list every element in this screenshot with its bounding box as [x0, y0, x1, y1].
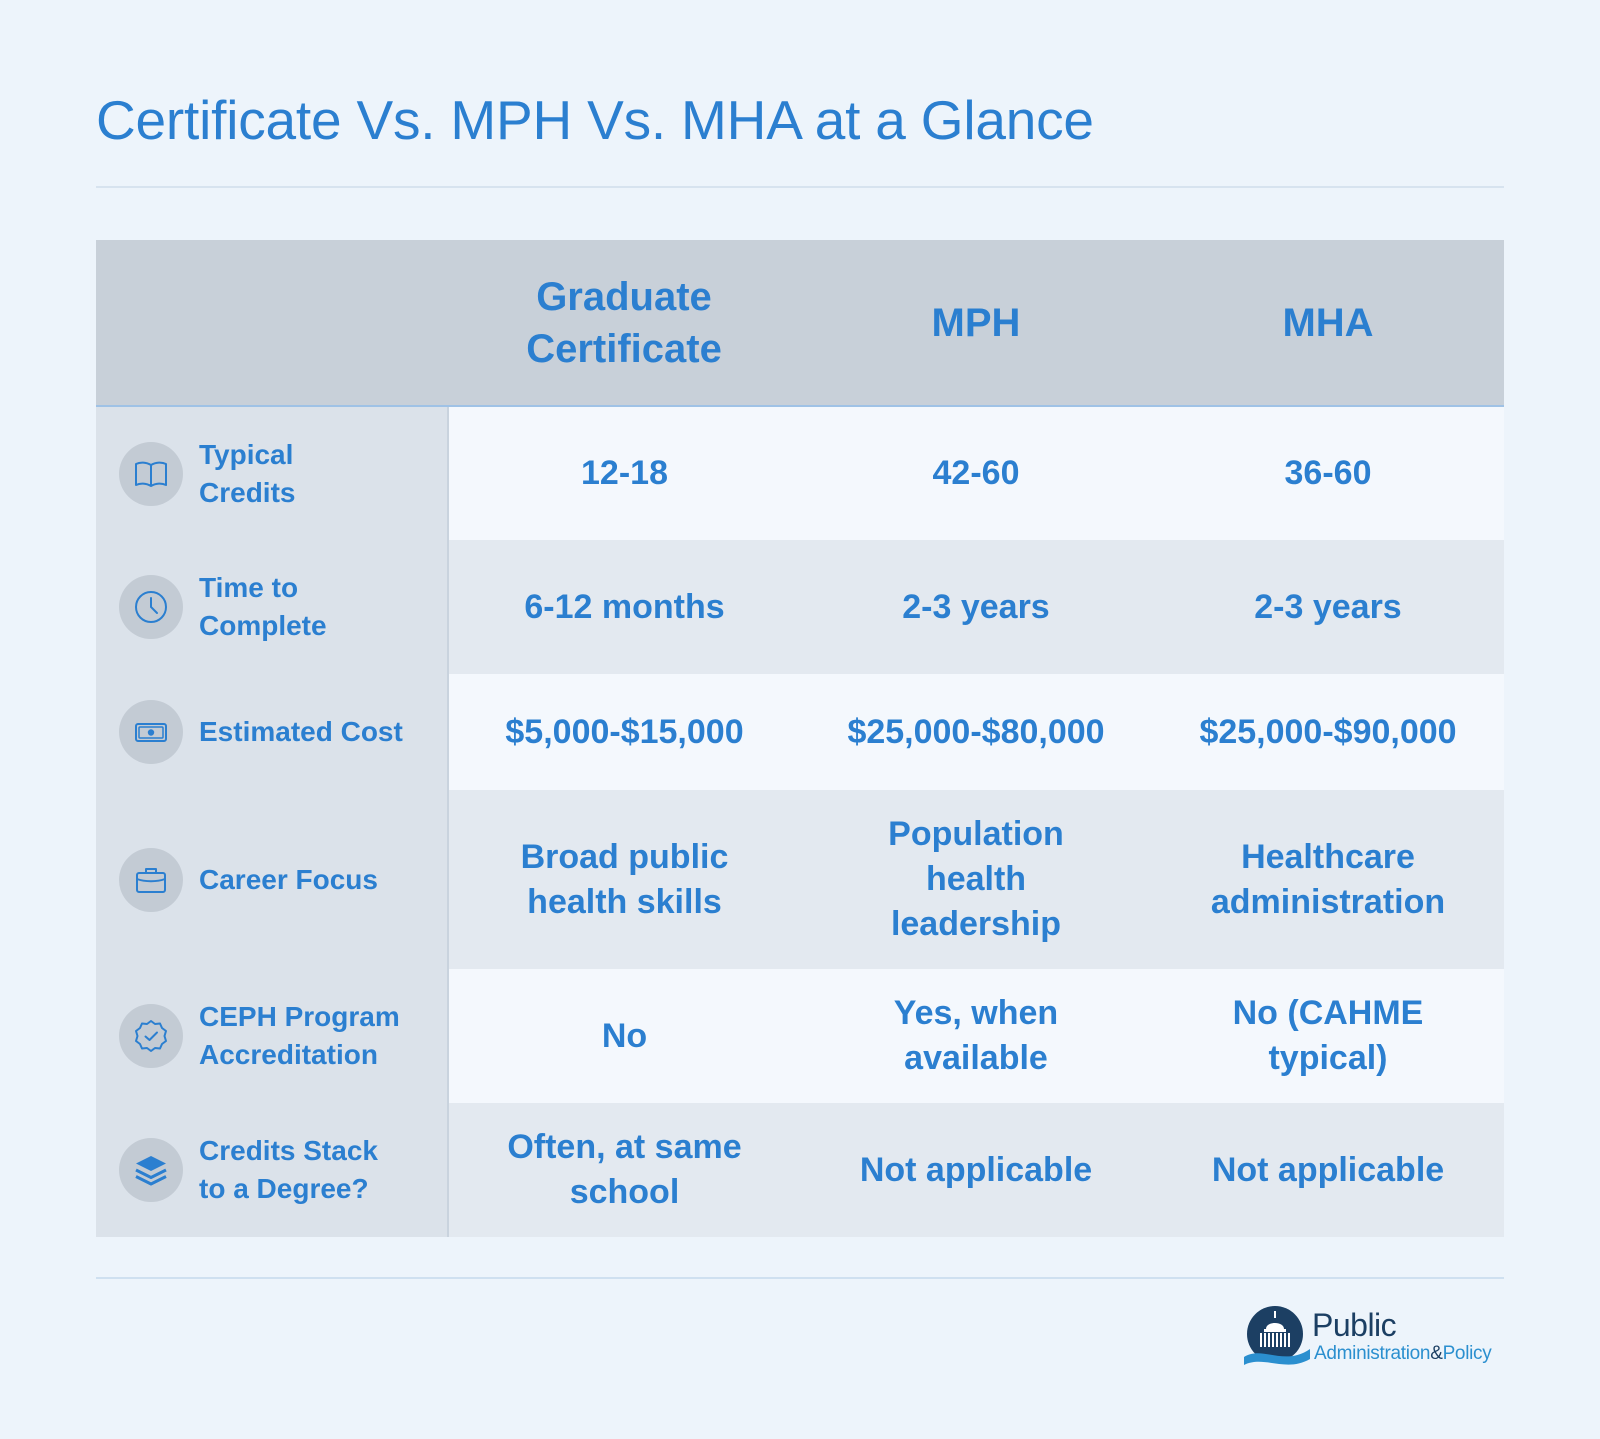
table-row-estimated-cost — [96, 674, 1504, 790]
row-label-line: CEPH Program — [199, 1001, 400, 1032]
cell-line: $5,000-$15,000 — [505, 712, 744, 751]
clock-icon — [119, 575, 183, 639]
cell-graduate-certificate — [448, 969, 800, 1103]
column-header-mph — [800, 240, 1152, 406]
row-label-line: Credits Stack — [199, 1135, 378, 1166]
cell-graduate-certificate — [448, 540, 800, 674]
cell-line: Population — [888, 815, 1064, 853]
row-label-line: Typical — [199, 438, 294, 470]
row-label-cell — [96, 540, 448, 674]
row-label — [199, 569, 327, 645]
cell-line: administration — [1210, 882, 1446, 921]
briefcase-icon — [119, 848, 183, 912]
logo-subtitle-part: Policy — [1442, 1343, 1492, 1364]
book-icon — [119, 442, 183, 506]
row-label — [199, 436, 295, 512]
row-label-line: Accreditation — [199, 1039, 378, 1070]
cell-line: 2-3 years — [902, 587, 1050, 626]
cell-line: 2-3 years — [1254, 587, 1402, 626]
row-label-cell — [96, 674, 448, 790]
badge-check-icon — [119, 1004, 183, 1068]
page-title: Certificate Vs. MPH Vs. MHA at a Glance — [96, 89, 1094, 151]
logo-subtitle-part: Administration — [1314, 1343, 1431, 1364]
cell-mha — [1152, 790, 1504, 969]
cell-mha — [1152, 406, 1504, 540]
table-row-time-to-complete — [96, 540, 1504, 674]
cell-line: Yes, when — [893, 994, 1059, 1032]
cell-graduate-certificate — [448, 406, 800, 540]
table-row-typical-credits — [96, 406, 1504, 540]
cell-mph — [800, 406, 1152, 540]
column-header-line: Certificate — [526, 326, 722, 371]
row-label — [199, 1132, 378, 1208]
row-label — [199, 998, 400, 1074]
row-label-line: Complete — [199, 610, 327, 641]
cell-mha — [1152, 674, 1504, 790]
row-label-line: Career Focus — [199, 863, 378, 895]
cell-line: health skills — [527, 882, 722, 921]
cell-mha — [1152, 969, 1504, 1103]
row-label-cell — [96, 969, 448, 1103]
cell-mph — [800, 674, 1152, 790]
column-header-mha — [1152, 240, 1504, 406]
title-divider — [96, 186, 1504, 188]
table-row-career-focus — [96, 790, 1504, 969]
cell-line: leadership — [890, 905, 1062, 943]
cell-line: 12-18 — [581, 454, 668, 492]
cell-line: typical) — [1268, 1039, 1388, 1077]
cell-line: 6-12 months — [524, 587, 725, 626]
logo-ampersand: & — [1430, 1343, 1443, 1364]
table-row-credits-stack — [96, 1103, 1504, 1237]
cell-line: $25,000-$90,000 — [1199, 712, 1457, 751]
cell-line: available — [904, 1039, 1048, 1077]
cell-graduate-certificate — [448, 790, 800, 969]
column-header-line: Graduate — [536, 274, 712, 319]
cell-line: 36-60 — [1284, 454, 1372, 492]
column-header-line: MHA — [1282, 300, 1374, 345]
table-row-ceph-accreditation — [96, 969, 1504, 1103]
row-label-cell — [96, 790, 448, 969]
cell-line: school — [569, 1173, 680, 1211]
cell-graduate-certificate — [448, 1103, 800, 1237]
cell-mha — [1152, 1103, 1504, 1237]
cell-line: Not applicable — [859, 1150, 1093, 1189]
row-label-line: to a Degree? — [199, 1173, 369, 1204]
row-label-line: Time to — [199, 572, 299, 603]
footer-divider — [96, 1277, 1504, 1279]
brand-logo — [1244, 1305, 1504, 1373]
row-label-line: Estimated Cost — [199, 716, 403, 747]
row-label — [199, 861, 378, 899]
layers-icon — [119, 1138, 183, 1202]
cell-graduate-certificate — [448, 674, 800, 790]
cell-line: $25,000-$80,000 — [847, 712, 1105, 751]
row-label — [199, 713, 403, 751]
cell-line: 42-60 — [932, 454, 1020, 492]
header-row — [96, 240, 1504, 406]
capitol-dome-icon — [1244, 1305, 1310, 1371]
cell-line: No (CAHME — [1232, 994, 1424, 1032]
cell-mph — [800, 540, 1152, 674]
column-header-graduate-certificate — [448, 240, 800, 406]
cell-mph — [800, 790, 1152, 969]
cell-line: health — [925, 860, 1027, 898]
cell-line: Broad public — [520, 837, 729, 876]
header-empty-cell — [96, 240, 448, 406]
money-icon — [119, 700, 183, 764]
cell-line: Healthcare — [1241, 837, 1415, 876]
row-label-line: Credits — [199, 476, 296, 508]
cell-line: No — [601, 1016, 648, 1055]
cell-line: Often, at same — [507, 1128, 742, 1166]
cell-mph — [800, 969, 1152, 1103]
cell-mph — [800, 1103, 1152, 1237]
row-label-cell — [96, 1103, 448, 1237]
cell-line: Not applicable — [1211, 1150, 1445, 1189]
logo-wordmark: Public — [1312, 1307, 1397, 1343]
comparison-table — [96, 240, 1504, 1237]
row-label-cell — [96, 406, 448, 540]
cell-mha — [1152, 540, 1504, 674]
column-header-line: MPH — [931, 300, 1021, 345]
logo-subtitle — [1314, 1343, 1491, 1365]
